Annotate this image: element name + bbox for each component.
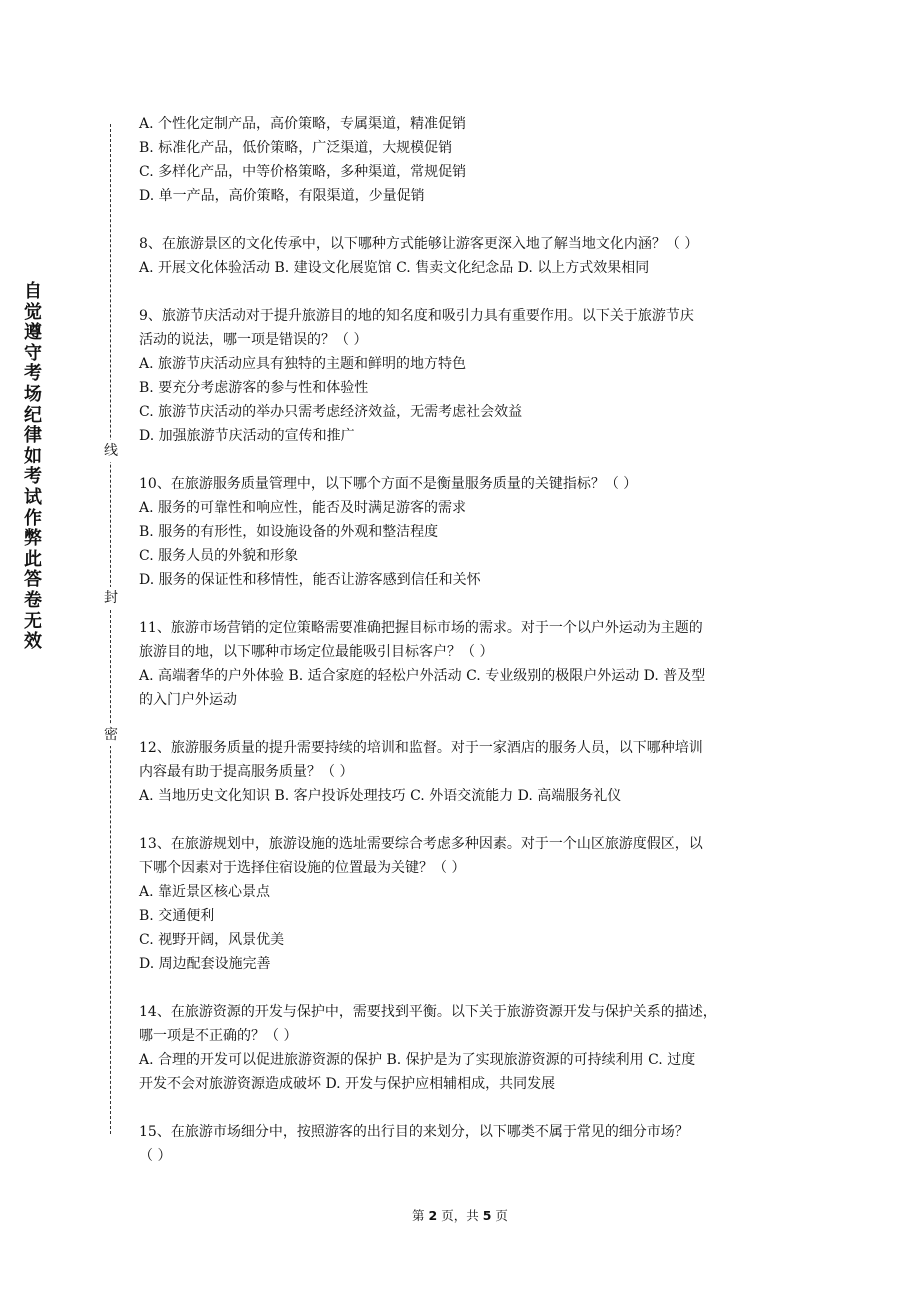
cut-label-xian: 线 bbox=[102, 440, 120, 462]
warning-char: 纪 bbox=[24, 404, 42, 426]
option-line: B. 标准化产品，低价策略，广泛渠道，大规模促销 bbox=[139, 140, 453, 156]
warning-char: 卷 bbox=[24, 589, 42, 611]
question-stem: 内容最有助于提高服务质量？（ ） bbox=[139, 764, 354, 780]
cut-label-mi: 密 bbox=[102, 724, 120, 746]
page-footer bbox=[0, 1206, 920, 1226]
option-line: B. 服务的有形性，如设施设备的外观和整洁程度 bbox=[139, 524, 439, 540]
option-line: B. 要充分考虑游客的参与性和体验性 bbox=[139, 380, 369, 396]
exam-discipline-warning bbox=[22, 282, 44, 653]
question-stem: 10、在旅游服务质量管理中，以下哪个方面不是衡量服务质量的关键指标？（ ） bbox=[139, 476, 638, 492]
question-14 bbox=[139, 1000, 783, 1096]
footer-middle: 页，共 bbox=[441, 1208, 479, 1223]
total-page-number: 5 bbox=[482, 1208, 492, 1223]
option-line: A. 当地历史文化知识 B. 客户投诉处理技巧 C. 外语交流能力 D. 高端服务礼仪 bbox=[139, 788, 622, 804]
question-stem: 12、旅游服务质量的提升需要持续的培训和监督。对于一家酒店的服务人员，以下哪种培训 bbox=[139, 740, 703, 756]
option-line: A. 合理的开发可以促进旅游资源的保护 B. 保护是为了实现旅游资源的可持续利用 C. 过度 bbox=[139, 1052, 696, 1068]
option-line: A. 服务的可靠性和响应性，能否及时满足游客的需求 bbox=[139, 500, 467, 516]
warning-char: 遵 bbox=[24, 322, 42, 344]
question-stem: 15、在旅游市场细分中，按照游客的出行目的来划分，以下哪类不属于常见的细分市场？ bbox=[139, 1124, 689, 1140]
warning-char: 无 bbox=[24, 610, 42, 632]
option-line: 开发不会对旅游资源造成破坏 D. 开发与保护应相辅相成，共同发展 bbox=[139, 1076, 556, 1092]
question-stem: 9、旅游节庆活动对于提升旅游目的地的知名度和吸引力具有重要作用。以下关于旅游节庆 bbox=[139, 308, 694, 324]
question-8 bbox=[139, 232, 783, 280]
option-line: A. 旅游节庆活动应具有独特的主题和鲜明的地方特色 bbox=[139, 356, 467, 372]
option-line: C. 多样化产品，中等价格策略，多种渠道，常规促销 bbox=[139, 164, 467, 180]
option-line: C. 服务人员的外貌和形象 bbox=[139, 548, 299, 564]
binding-cut-line bbox=[110, 124, 111, 1134]
option-line: 的入门户外运动 bbox=[139, 692, 237, 708]
question-10 bbox=[139, 472, 783, 592]
question-stem: 下哪个因素对于选择住宿设施的位置最为关键？（ ） bbox=[139, 860, 466, 876]
question-12 bbox=[139, 736, 783, 808]
question-stem: 13、在旅游规划中，旅游设施的选址需要综合考虑多种因素。对于一个山区旅游度假区，以 bbox=[139, 836, 703, 852]
option-line: C. 旅游节庆活动的举办只需考虑经济效益，无需考虑社会效益 bbox=[139, 404, 523, 420]
option-line: A. 个性化定制产品，高价策略，专属渠道，精准促销 bbox=[139, 116, 467, 132]
warning-char: 自 bbox=[24, 281, 42, 302]
warning-char: 试 bbox=[24, 486, 42, 508]
warning-char: 弊 bbox=[24, 528, 42, 550]
question-stem: 旅游目的地，以下哪种市场定位最能吸引目标客户？（ ） bbox=[139, 644, 494, 660]
option-line: D. 单一产品，高价策略，有限渠道，少量促销 bbox=[139, 188, 425, 204]
cut-label-feng: 封 bbox=[102, 587, 120, 609]
question-7-options bbox=[139, 112, 783, 208]
warning-char: 如 bbox=[24, 445, 42, 467]
question-9 bbox=[139, 304, 783, 448]
question-stem: 活动的说法，哪一项是错误的？（ ） bbox=[139, 332, 368, 348]
current-page-number: 2 bbox=[428, 1208, 438, 1223]
option-line: D. 周边配套设施完善 bbox=[139, 956, 271, 972]
warning-char: 此 bbox=[24, 548, 42, 570]
footer-suffix: 页 bbox=[495, 1208, 508, 1223]
warning-char: 觉 bbox=[24, 301, 42, 323]
warning-char: 场 bbox=[24, 383, 42, 405]
exam-questions bbox=[139, 112, 783, 1192]
option-line: A. 高端奢华的户外体验 B. 适合家庭的轻松户外活动 C. 专业级别的极限户外运动 D. 普及型 bbox=[139, 668, 706, 684]
warning-char: 答 bbox=[24, 569, 42, 591]
warning-char: 考 bbox=[24, 363, 42, 385]
question-stem: 哪一项是不正确的？（ ） bbox=[139, 1028, 298, 1044]
warning-char: 律 bbox=[24, 425, 42, 447]
option-line: A. 开展文化体验活动 B. 建设文化展览馆 C. 售卖文化纪念品 D. 以上方式效果相同 bbox=[139, 260, 650, 276]
option-line: B. 交通便利 bbox=[139, 908, 215, 924]
question-stem: （ ） bbox=[139, 1148, 172, 1164]
warning-char: 作 bbox=[24, 507, 42, 529]
question-11 bbox=[139, 616, 783, 712]
option-line: D. 加强旅游节庆活动的宣传和推广 bbox=[139, 428, 355, 444]
warning-char: 守 bbox=[24, 342, 42, 364]
option-line: D. 服务的保证性和移情性，能否让游客感到信任和关怀 bbox=[139, 572, 481, 588]
footer-prefix: 第 bbox=[412, 1208, 425, 1223]
warning-char: 效 bbox=[24, 631, 42, 653]
question-stem: 8、在旅游景区的文化传承中，以下哪种方式能够让游客更深入地了解当地文化内涵？（ ） bbox=[139, 236, 699, 252]
question-13 bbox=[139, 832, 783, 976]
option-line: A. 靠近景区核心景点 bbox=[139, 884, 271, 900]
warning-char: 考 bbox=[24, 466, 42, 488]
question-15 bbox=[139, 1120, 783, 1168]
option-line: C. 视野开阔，风景优美 bbox=[139, 932, 285, 948]
question-stem: 11、旅游市场营销的定位策略需要准确把握目标市场的需求。对于一个以户外运动为主题的 bbox=[139, 620, 703, 636]
question-stem: 14、在旅游资源的开发与保护中，需要找到平衡。以下关于旅游资源开发与保护关系的描述， bbox=[139, 1004, 717, 1020]
